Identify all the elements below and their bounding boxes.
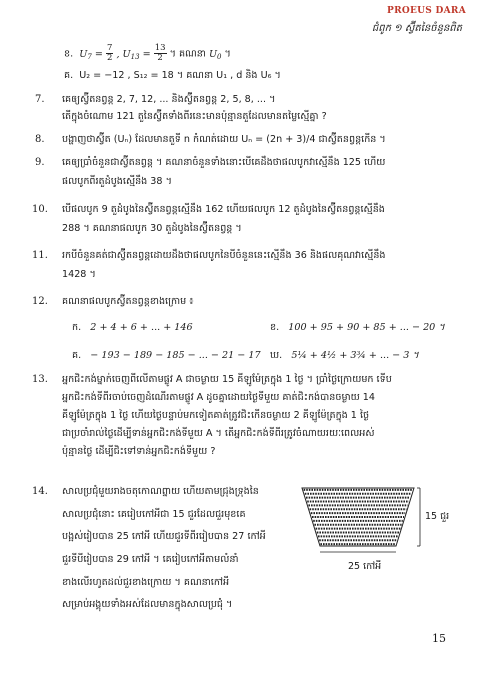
- u13-expr: , $U_{13}$ =: [116, 48, 154, 61]
- header-brand: PROEUS DARA: [387, 6, 466, 16]
- q14-line-4: ជួរទីបីរៀបបាន 29 កៅអី ។ គេរៀបកៅអីតាមលំនាំ: [62, 554, 239, 565]
- q14-line-3: បង្អស់រៀបបាន 25 កៅអី ហើយជួរទីពីររៀបបាន 27 កៅអី: [62, 531, 266, 542]
- item-label: ខ.: [64, 48, 74, 60]
- q13-line-5: ប៉ុន្មានថ្ងៃ ដើម្បីជិះទៅទាន់អ្នកជិះកង់ទីមួយ ?: [62, 446, 216, 457]
- fraction-7-2: $\frac{7}{2}$: [106, 43, 113, 63]
- q7-line-1: គេឲ្យស្វ៊ីតនព្វន្ត 2, 7, 12, ... និងស្វ៊ីតនព្វន្ត 2, 5, 8, ... ។: [62, 94, 276, 105]
- q14-line-5: ខាងលើរហូតដល់ជួរខាងក្រោយ ។ គណនាកៅអី: [62, 577, 230, 588]
- question-number: 9.: [35, 157, 45, 168]
- question-number: 12.: [32, 296, 48, 307]
- q13-line-4: ជាប្រចាំរាល់ថ្ងៃដើម្បីទាន់អ្នកជិះកង់ទីមួយ A ។ តើអ្នកជិះកង់ទីពីរត្រូវចំណាយរយៈពេលអស់: [62, 428, 375, 439]
- q14-line-6: សម្រាប់អង្គុយទាំងអស់ដែលមានក្នុងសាលប្រជុំ ។: [62, 599, 233, 610]
- question-number: 10.: [32, 204, 48, 215]
- item-b-u7: [64, 44, 231, 63]
- q10-line-2: 288 ។ គណនាផលបូក 30 តួដំបូងនៃស្វ៊ីតនព្វន្ត ។: [62, 223, 242, 234]
- item-c-u2: [64, 70, 281, 82]
- page-number: 15: [432, 632, 446, 645]
- q13-line-3: គីឡូម៉ែត្រក្នុង 1 ថ្ងៃ ហើយថ្ងៃបន្ទាប់មកទៀតគាត់ត្រូវជិះកើនចម្ងាយ 2 គីឡូម៉ែត្រក្នុង 1 ថ្ងៃ: [62, 410, 370, 421]
- q14-line-1: សាលប្រជុំមួយរាងចតុកោណព្នាយ ហើយតាមជ្រុងទ្រុងនៃ: [62, 486, 259, 497]
- question-number: 7.: [35, 94, 45, 105]
- q14-line-2: សាលប្រជុំនោះ គេរៀបកៅអីជា 15 ជួរដែលជួរមុខគេ: [62, 509, 246, 520]
- q10-line-1: បើផលបូក 9 តួដំបូងនៃស្វ៊ីតនព្វន្តស្មើនឹង 162 ហើយផលបូក 12 តួដំបូងនៃស្វ៊ីតនព្វន្តស្មើនឹង: [62, 204, 385, 215]
- seating-trapezoid-figure: [296, 486, 446, 558]
- q12-sub-c: គ. − 193 − 189 − 185 − ... − 21 − 17: [72, 350, 261, 361]
- u7-tail: ។ គណនា $U_0$ ។: [169, 48, 231, 61]
- q12-sub-a: ក. 2 + 4 + 6 + ... + 146: [72, 322, 193, 333]
- q11-line-1: រកបីចំនួនគត់ជាស្វ៊ីតនព្វន្តដោយដឹងថាផលបូកនៃបីចំនួននេះស្មើនឹង 36 និងផលគុណវាស្មើនឹង: [62, 250, 386, 261]
- question-number: 11.: [32, 250, 48, 261]
- q8-line-1: បង្ហាញថាស្វ៊ីត (Uₙ) ដែលមានតួទី n កំណត់ដោយ Uₙ = (2n + 3)/4 ជាស្វ៊ីតនព្វន្តកើន ។: [62, 134, 386, 145]
- q12-line-1: គណនាផលបូកស្វ៊ីតនព្វន្តខាងក្រោម ៖: [62, 296, 194, 307]
- chapter-title: ជំពូក ១ ស្វ៊ីតនៃចំនួនពិត: [371, 23, 462, 34]
- seats-label: 25 កៅអី: [348, 561, 382, 572]
- question-number: 14.: [32, 486, 48, 497]
- question-number: 13.: [32, 374, 48, 385]
- q9-line-1: គេឲ្យប្រាំចំនួនជាស្វ៊ីតនព្វន្ត ។ គណនាចំនួនទាំងនោះបើគេដឹងថាផលបូកវាស្មើនឹង 125 ហើយ: [62, 157, 386, 168]
- rows-label: 15 ជួរ: [425, 511, 450, 522]
- q12-sub-d: ឃ. 5¼ + 4½ + 3¾ + ... − 3 ។: [270, 350, 419, 361]
- item-label: គ.: [64, 70, 74, 81]
- q13-line-1: អ្នកជិះកង់ម្នាក់ចេញពីលើតាមផ្លូវ A ជាចម្ងាយ 15 គីឡូម៉ែត្រក្នុង 1 ថ្ងៃ ។ ប្រាំថ្ងៃក្រោយមក ទើប: [62, 374, 392, 385]
- fraction-13-2: $\frac{13}{2}$: [154, 43, 166, 63]
- q9-line-2: ផលបូកពីរតួដំបូងស្មើនឹង 38 ។: [62, 176, 172, 187]
- q13-line-2: អ្នកជិះកង់ទីពីរចាប់ចេញដំណើរតាមផ្លូវ A ដូចគ្នាដោយថ្ងៃទីមួយ គាត់ជិះកង់បានចម្ងាយ 14: [62, 392, 375, 403]
- q7-line-2: តើក្នុងចំណោម 121 តួនៃស្វ៊ីតទាំងពីរនេះមានប៉ុន្មានតួដែលមានតម្លៃស្មើគ្នា ?: [62, 111, 327, 122]
- q11-line-2: 1428 ។: [62, 269, 96, 280]
- question-number: 8.: [35, 134, 45, 145]
- q12-sub-b: ខ. 100 + 95 + 90 + 85 + ... − 20 ។: [270, 322, 445, 333]
- item-text: U₂ = −12 , S₁₂ = 18 ។ គណនា U₁ , d និង U₆ ។: [79, 70, 281, 81]
- u7-expr: $U_7$ =: [79, 48, 106, 61]
